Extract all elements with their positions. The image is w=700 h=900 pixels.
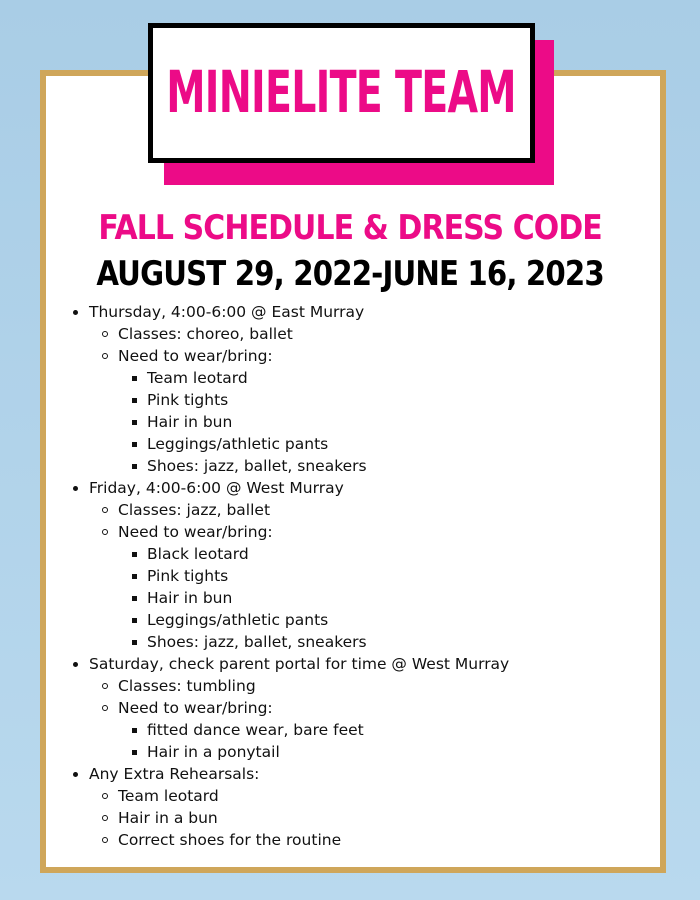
wear-item: Hair in a ponytail — [70, 741, 509, 763]
classes-item: Classes: tumbling — [70, 675, 509, 697]
wear-item: Shoes: jazz, ballet, sneakers — [70, 631, 509, 653]
schedule-day-friday: Friday, 4:00-6:00 @ West Murray — [70, 477, 509, 499]
subtitle-text: FALL SCHEDULE & DRESS CODE — [98, 208, 602, 248]
wear-item: Shoes: jazz, ballet, sneakers — [70, 455, 509, 477]
classes-item: Classes: jazz, ballet — [70, 499, 509, 521]
wear-item: fitted dance wear, bare feet — [70, 719, 509, 741]
extra-item: Correct shoes for the routine — [70, 829, 509, 851]
title-banner — [148, 23, 535, 163]
schedule-day-thursday: Thursday, 4:00-6:00 @ East Murray — [70, 301, 509, 323]
need-item: Need to wear/bring: — [70, 345, 509, 367]
wear-item: Pink tights — [70, 565, 509, 587]
wear-item: Leggings/athletic pants — [70, 433, 509, 455]
need-item: Need to wear/bring: — [70, 521, 509, 543]
extra-rehearsals: Any Extra Rehearsals: — [70, 763, 509, 785]
schedule-list — [70, 301, 509, 851]
wear-item: Pink tights — [70, 389, 509, 411]
extra-item: Hair in a bun — [70, 807, 509, 829]
page-title: MINIELITE TEAM — [166, 59, 517, 127]
wear-item: Team leotard — [70, 367, 509, 389]
subtitle — [0, 208, 700, 248]
date-range — [0, 254, 700, 294]
need-item: Need to wear/bring: — [70, 697, 509, 719]
wear-item: Black leotard — [70, 543, 509, 565]
date-range-text: AUGUST 29, 2022-JUNE 16, 2023 — [96, 254, 604, 294]
classes-item: Classes: choreo, ballet — [70, 323, 509, 345]
schedule-day-saturday: Saturday, check parent portal for time @ West Murray — [70, 653, 509, 675]
wear-item: Hair in bun — [70, 411, 509, 433]
wear-item: Leggings/athletic pants — [70, 609, 509, 631]
extra-item: Team leotard — [70, 785, 509, 807]
wear-item: Hair in bun — [70, 587, 509, 609]
